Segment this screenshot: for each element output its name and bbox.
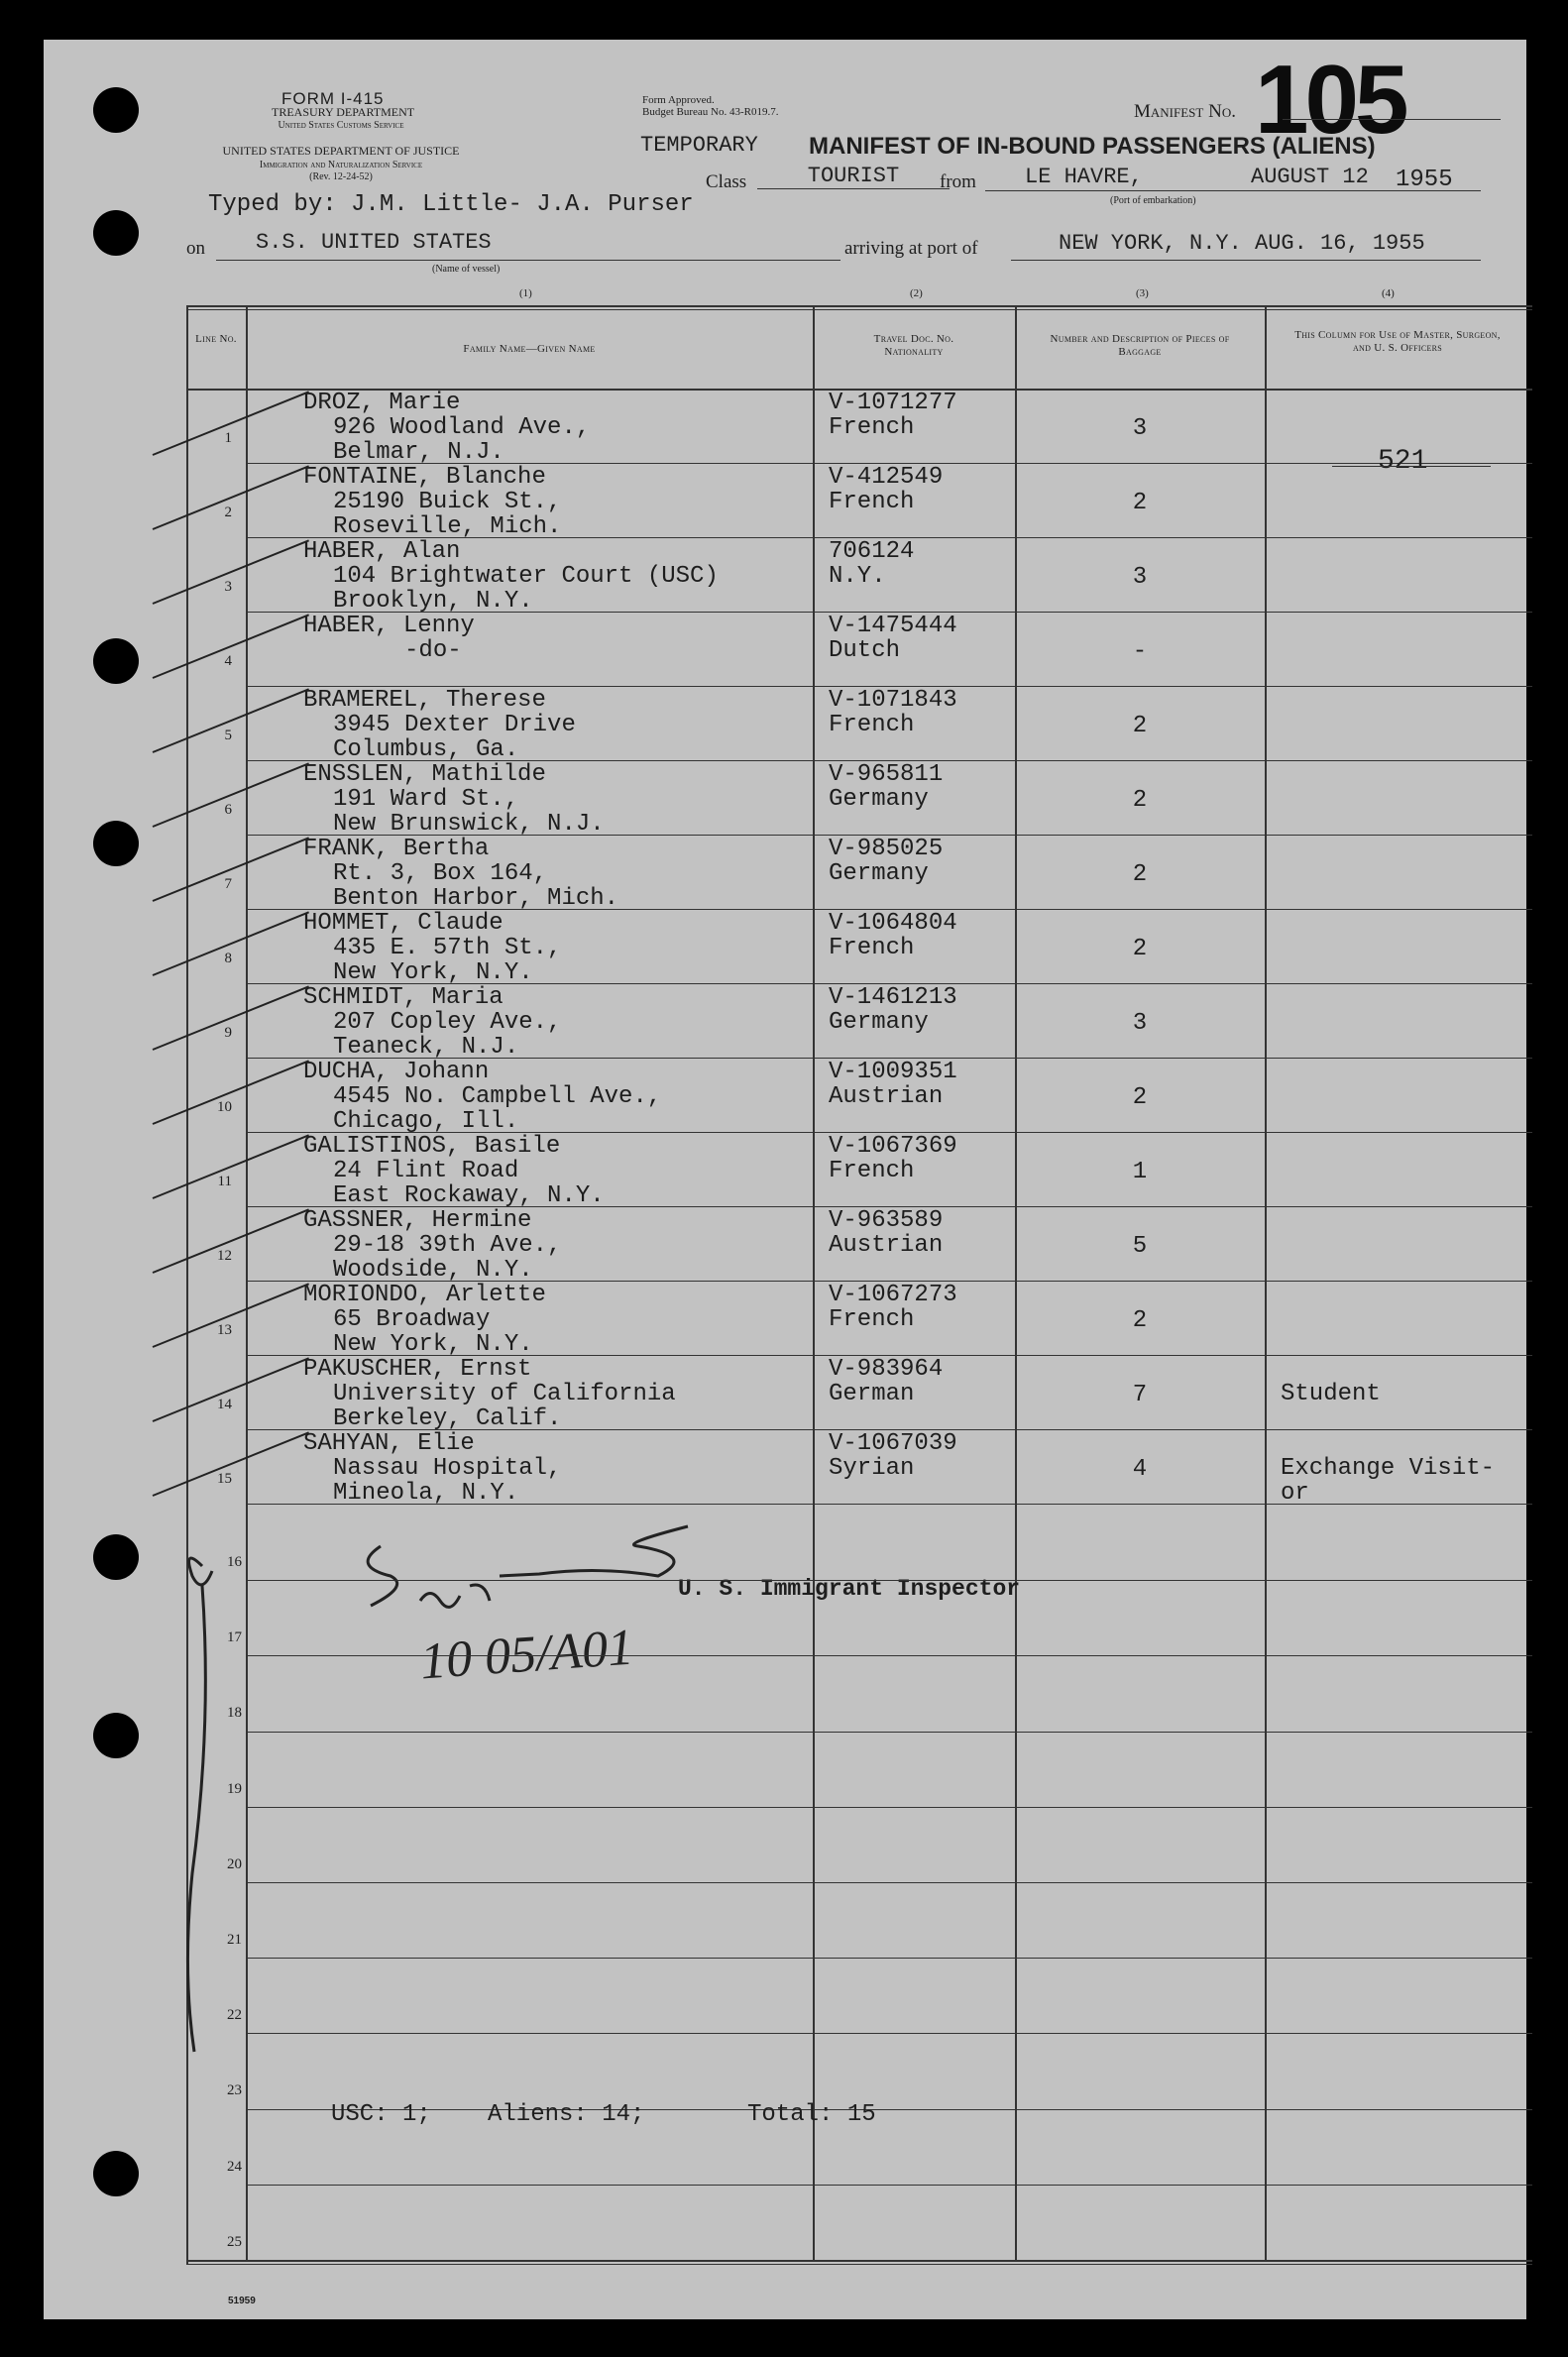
nationality: French (829, 1158, 915, 1184)
passenger-address-1: 926 Woodland Ave., (333, 414, 591, 441)
manifest-page (44, 40, 1526, 2319)
punch-hole (93, 638, 139, 684)
baggage-count: 2 (1132, 787, 1148, 814)
arrival-rule (1011, 260, 1481, 261)
ins-service: Immigration and Naturalization Service (259, 160, 423, 170)
passenger-address-2: New York, N.Y. (333, 959, 533, 986)
passenger-address-1: 3945 Dexter Drive (333, 712, 576, 738)
passenger-address-2: Mineola, N.Y. (333, 1480, 519, 1507)
customs-service: United States Customs Service (278, 120, 404, 131)
travel-doc-number: V-1064804 (829, 910, 957, 937)
vessel-rule (216, 260, 840, 261)
line-number: 20 (227, 1855, 242, 1872)
baggage-count: 3 (1132, 415, 1148, 442)
class-label: Class (706, 171, 747, 192)
annotation-number: 521 (1378, 446, 1428, 477)
treasury-dept: TREASURY DEPARTMENT (272, 105, 415, 119)
nationality: French (829, 489, 915, 515)
baggage-count: 3 (1132, 1010, 1148, 1037)
baggage-count: 2 (1132, 490, 1148, 516)
passenger-address-1: 24 Flint Road (333, 1158, 519, 1184)
passenger-address-2: Benton Harbor, Mich. (333, 885, 619, 912)
passenger-address-2: Brooklyn, N.Y. (333, 588, 533, 615)
line-number: 24 (227, 2158, 242, 2175)
passenger-address-1: Nassau Hospital, (333, 1455, 562, 1482)
passenger-name: FONTAINE, Blanche (303, 464, 546, 491)
officer-note: Exchange Visit- or (1281, 1455, 1496, 1507)
passenger-address-2: Chicago, Ill. (333, 1108, 519, 1135)
line-number: 13 (217, 1322, 232, 1338)
line-number: 7 (224, 876, 232, 892)
travel-doc-number: V-1475444 (829, 613, 957, 639)
passenger-name: GASSNER, Hermine (303, 1207, 532, 1234)
travel-doc-number: V-412549 (829, 464, 944, 491)
passenger-name: HOMMET, Claude (303, 910, 504, 937)
row-rule (246, 1580, 1532, 1581)
nationality: French (829, 1306, 915, 1333)
temporary-label: TEMPORARY (640, 133, 758, 158)
travel-doc-number: V-1067039 (829, 1430, 957, 1457)
baggage-count: - (1132, 638, 1148, 665)
col-header-name: Family Name—Given Name (463, 343, 596, 355)
nationality: German (829, 1381, 915, 1407)
passenger-name: SCHMIDT, Maria (303, 984, 504, 1011)
total-all: Total: 15 (747, 2101, 876, 2128)
travel-doc-number: V-1071843 (829, 687, 957, 714)
officer-note: Student (1281, 1381, 1381, 1407)
passenger-address-1: 29-18 39th Ave., (333, 1232, 562, 1259)
baggage-count: 4 (1132, 1456, 1148, 1483)
line-number: 18 (227, 1705, 242, 1722)
typed-by: Typed by: J.M. Little- J.A. Purser (208, 191, 694, 218)
travel-doc-number: V-1461213 (829, 984, 957, 1011)
passenger-name: DROZ, Marie (303, 390, 461, 416)
nationality: Germany (829, 786, 929, 813)
col-header-line-no: Line No. (195, 333, 237, 345)
passenger-name: BRAMEREL, Therese (303, 687, 546, 714)
row-rule (246, 1732, 1532, 1733)
port-caption: (Port of embarkation) (1110, 195, 1196, 206)
col-num-2: (2) (910, 287, 923, 299)
passenger-name: DUCHA, Johann (303, 1059, 490, 1085)
passenger-address-1: 65 Broadway (333, 1306, 491, 1333)
punch-hole (93, 821, 139, 866)
total-aliens: Aliens: 14; (488, 2101, 645, 2128)
passenger-address-1: 104 Brightwater Court (USC) (333, 563, 719, 590)
line-number: 8 (224, 951, 232, 966)
col-header-baggage: Number and Description of Pieces of Baggage (1050, 333, 1230, 358)
vessel-caption: (Name of vessel) (432, 264, 501, 275)
manifest-no-label: Manifest No. (1134, 101, 1236, 122)
punch-hole (93, 87, 139, 133)
line-number: 9 (224, 1025, 232, 1041)
row-rule (246, 2185, 1532, 2186)
row-rule (246, 2109, 1532, 2110)
row-rule (246, 2033, 1532, 2034)
punch-hole (93, 1713, 139, 1758)
on-label: on (186, 238, 205, 259)
passenger-name: ENSSLEN, Mathilde (303, 761, 546, 788)
passenger-address-2: Berkeley, Calif. (333, 1405, 562, 1432)
nationality: Austrian (829, 1232, 944, 1259)
travel-doc-number: V-1067273 (829, 1282, 957, 1308)
line-number: 16 (227, 1554, 242, 1570)
vessel-name: S.S. UNITED STATES (256, 230, 492, 255)
passenger-name: MORIONDO, Arlette (303, 1282, 546, 1308)
passenger-name: SAHYAN, Elie (303, 1430, 475, 1457)
line-number: 23 (227, 2082, 242, 2099)
line-number: 4 (224, 653, 232, 669)
passenger-address-1: Rt. 3, Box 164, (333, 860, 548, 887)
nationality: Syrian (829, 1455, 915, 1482)
passenger-address-1: 25190 Buick St., (333, 489, 562, 515)
manifest-stamp-number: 105 (1255, 45, 1405, 154)
inspector-stamp-label: U. S. Immigrant Inspector (678, 1576, 1021, 1602)
passenger-address-1: 191 Ward St., (333, 786, 519, 813)
nationality: French (829, 935, 915, 961)
travel-doc-number: V-965811 (829, 761, 944, 788)
line-number: 14 (217, 1397, 232, 1412)
arrival-port-date: NEW YORK, N.Y. AUG. 16, 1955 (1059, 231, 1425, 256)
line-number: 11 (217, 1174, 232, 1189)
line-number: 21 (227, 1932, 242, 1948)
baggage-count: 1 (1132, 1159, 1148, 1185)
row-rule (246, 1807, 1532, 1808)
travel-doc-number: V-1071277 (829, 390, 957, 416)
travel-doc-number: V-963589 (829, 1207, 944, 1234)
line-number: 1 (224, 430, 232, 446)
col-header-travel-doc: Travel Doc. No. Nationality (873, 333, 954, 358)
from-rule (985, 190, 1481, 191)
nationality: French (829, 414, 915, 441)
year-value: 1955 (1396, 167, 1453, 193)
row-rule (246, 1882, 1532, 1883)
passenger-address-2: East Rockaway, N.Y. (333, 1182, 605, 1209)
budget-bureau: Budget Bureau No. 43-R019.7. (642, 106, 779, 118)
passenger-address-2: New York, N.Y. (333, 1331, 533, 1358)
line-number: 12 (217, 1248, 232, 1264)
line-number: 22 (227, 2007, 242, 2024)
passenger-address-1: 435 E. 57th St., (333, 935, 562, 961)
baggage-count: 2 (1132, 713, 1148, 739)
punch-hole (93, 1534, 139, 1580)
arriving-label: arriving at port of (844, 238, 978, 259)
travel-doc-number: V-1067369 (829, 1133, 957, 1160)
baggage-count: 5 (1132, 1233, 1148, 1260)
passenger-address-2: New Brunswick, N.J. (333, 811, 605, 838)
line-number: 10 (217, 1099, 232, 1115)
col-num-3: (3) (1136, 287, 1149, 299)
travel-doc-number: V-1009351 (829, 1059, 957, 1085)
nationality: Dutch (829, 637, 901, 664)
baggage-count: 2 (1132, 1084, 1148, 1111)
row-rule (246, 1655, 1532, 1656)
passenger-address-2: Columbus, Ga. (333, 736, 519, 763)
passenger-address-2: Roseville, Mich. (333, 513, 562, 540)
passenger-address-2: Belmar, N.J. (333, 439, 504, 466)
form-number: FORM I-415 (281, 89, 385, 108)
col-num-4: (4) (1382, 287, 1395, 299)
passenger-name: PAKUSCHER, Ernst (303, 1356, 532, 1383)
manifest-title: MANIFEST OF IN-BOUND PASSENGERS (ALIENS) (809, 133, 1376, 160)
passenger-address-2: Teaneck, N.J. (333, 1034, 519, 1061)
travel-doc-number: V-985025 (829, 836, 944, 862)
punch-hole (93, 210, 139, 256)
date-value: AUGUST 12 (1251, 165, 1369, 189)
baggage-count: 2 (1132, 1307, 1148, 1334)
nationality: Austrian (829, 1083, 944, 1110)
footer-code: 51959 (228, 2296, 256, 2306)
nationality: N.Y. (829, 563, 886, 590)
punch-hole (93, 2151, 139, 2196)
revision: (Rev. 12-24-52) (309, 171, 373, 182)
passenger-address-1: University of California (333, 1381, 676, 1407)
passenger-name: HABER, Alan (303, 538, 461, 565)
passenger-address-2: Woodside, N.Y. (333, 1257, 533, 1284)
baggage-count: 3 (1132, 564, 1148, 591)
class-value: TOURIST (757, 164, 950, 189)
baggage-count: 2 (1132, 861, 1148, 888)
from-value: LE HAVRE, (1025, 165, 1143, 189)
passenger-address-1: -do- (333, 637, 462, 664)
baggage-count: 2 (1132, 936, 1148, 962)
passenger-name: GALISTINOS, Basile (303, 1133, 561, 1160)
handwritten-code: 10 05/A01 (418, 1619, 635, 1691)
col-num-1: (1) (519, 287, 532, 299)
form-approved: Form Approved. (642, 94, 715, 106)
passenger-name: FRANK, Bertha (303, 836, 490, 862)
justice-dept: UNITED STATES DEPARTMENT OF JUSTICE (222, 144, 460, 158)
passenger-address-1: 207 Copley Ave., (333, 1009, 562, 1036)
line-number: 6 (224, 802, 232, 818)
line-number: 15 (217, 1471, 232, 1487)
line-number: 17 (227, 1629, 242, 1646)
line-number: 19 (227, 1780, 242, 1797)
line-number: 5 (224, 728, 232, 743)
col-header-officers: This Column for Use of Master, Surgeon, and U. S. Officers (1294, 329, 1501, 354)
total-usc: USC: 1; (331, 2101, 431, 2128)
passenger-address-1: 4545 No. Campbell Ave., (333, 1083, 662, 1110)
baggage-count: 7 (1132, 1382, 1148, 1408)
nationality: French (829, 712, 915, 738)
line-number: 25 (227, 2233, 242, 2250)
from-label: from (940, 171, 976, 192)
row-rule (246, 1958, 1532, 1959)
manifest-no-rule (1283, 119, 1501, 120)
travel-doc-number: V-983964 (829, 1356, 944, 1383)
travel-doc-number: 706124 (829, 538, 915, 565)
passenger-name: HABER, Lenny (303, 613, 475, 639)
nationality: Germany (829, 860, 929, 887)
nationality: Germany (829, 1009, 929, 1036)
line-number: 3 (224, 579, 232, 595)
line-number: 2 (224, 505, 232, 520)
